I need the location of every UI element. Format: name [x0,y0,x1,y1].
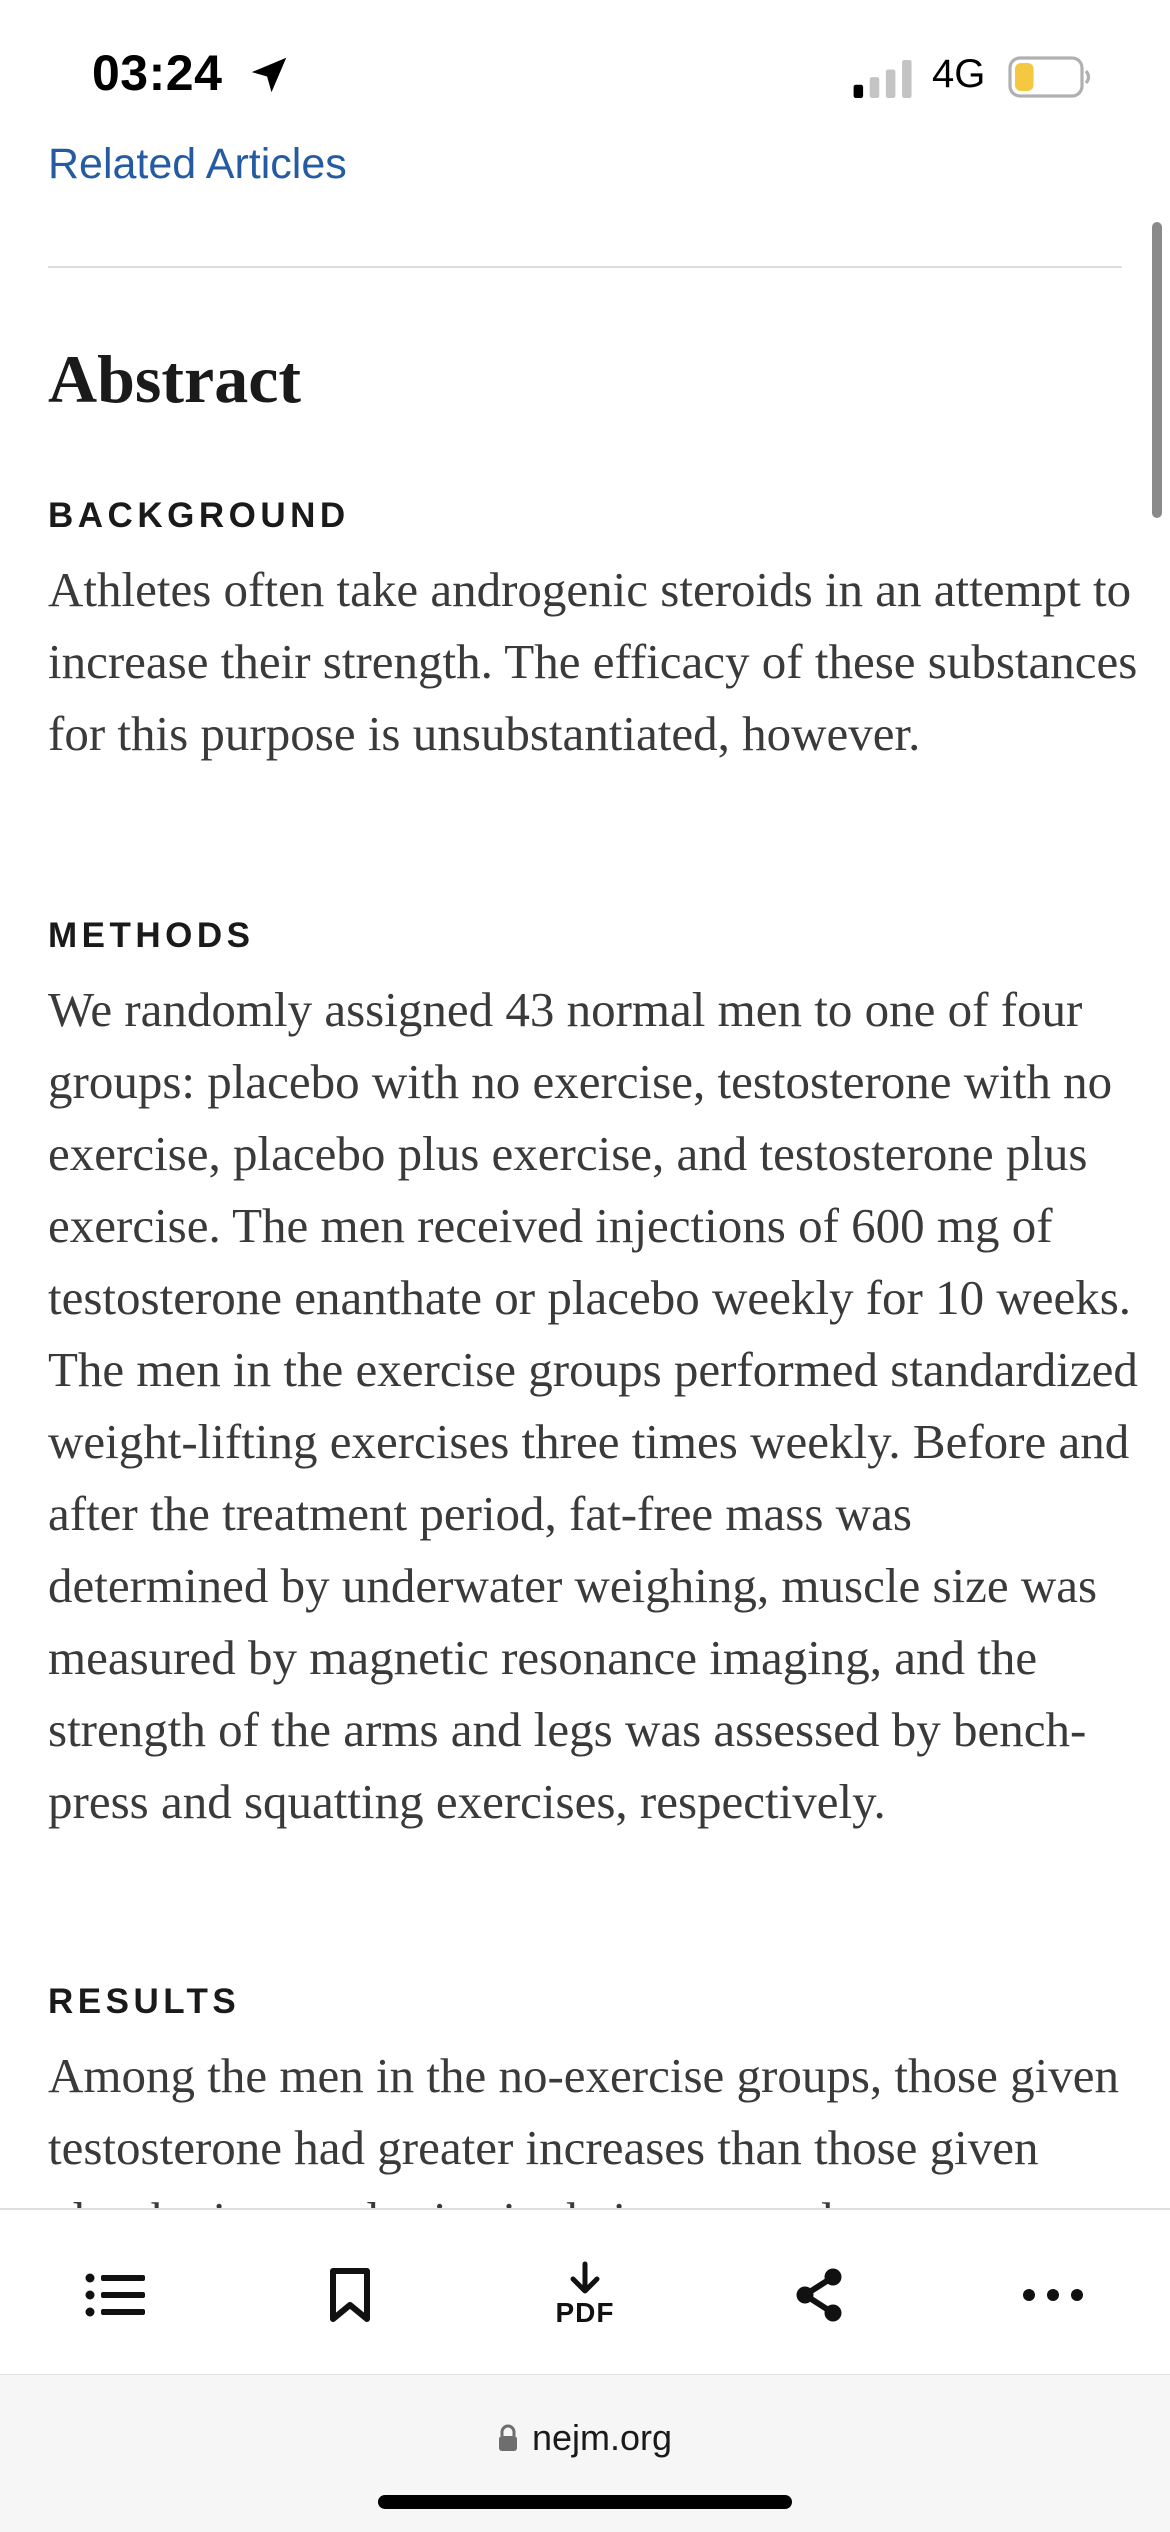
article-content[interactable] [0,140,1170,2208]
background-text: Athletes often take androgenic steroids in an attempt to increase their strength. The efficacy of these substances for this purpose is unsubstantiated, however. [48,562,1138,761]
more-button[interactable] [1008,2250,1098,2340]
article-toolbar [0,2208,1170,2374]
status-bar [0,0,1170,140]
pdf-label: PDF [555,2297,615,2328]
contents-button[interactable] [71,2250,161,2340]
methods-text: We randomly assigned 43 normal men to one of four groups: placebo with no exercise, testosterone with no exercise, placebo plus exercise, and testosterone plus exercise. The men received injections of 600 mg of testosterone enanthate or placebo weekly for 10 weeks. The men in the exercise groups performed standardized weight-lifting exercises three times weekly. Before and after the treatment period, fat-free mass was determined by underwater weighing, muscle size was measured by magnetic resonance imaging, and the strength of the arms and legs was assessed by bench-press and squatting exercises, respectively. [48,982,1138,1829]
results-text: Among the men in the no-exercise groups, those given testosterone had greater increases than those given [48,2048,1119,2175]
cellular-signal-icon [852,60,916,98]
scrollbar[interactable] [1152,222,1162,518]
url-text: nejm.org [531,2417,673,2458]
more-icon [1022,2288,1084,2302]
network-type: 4G [932,52,986,96]
list-icon [85,2272,147,2318]
url-display[interactable] [0,2417,1170,2459]
bookmark-button[interactable] [305,2250,395,2340]
home-indicator[interactable] [378,2495,792,2509]
abstract-heading: Abstract [48,341,302,417]
status-time: 03:24 [92,45,223,101]
bookmark-icon [328,2267,372,2323]
location-arrow-icon [246,52,292,98]
related-articles-link[interactable]: Related Articles [48,140,347,188]
results-heading: RESULTS [48,1982,241,2021]
battery-icon [1008,56,1092,98]
pdf-download-icon [565,2262,605,2298]
background-heading: BACKGROUND [48,496,350,535]
browser-address-bar[interactable] [0,2374,1170,2532]
lock-icon [498,2424,518,2452]
pdf-download-button[interactable] [540,2250,630,2340]
divider [48,266,1122,268]
share-button[interactable] [774,2250,864,2340]
methods-heading: METHODS [48,916,255,955]
share-icon [793,2267,845,2323]
